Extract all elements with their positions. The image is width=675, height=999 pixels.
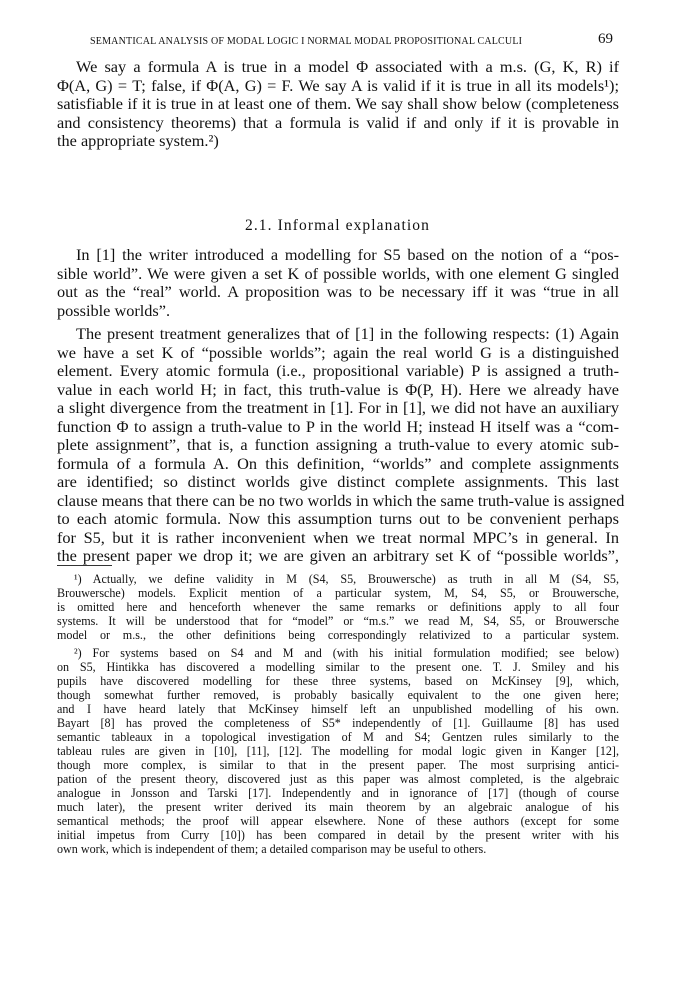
- paragraph-line: value in each world H; in fact, this truth-value is Φ(P, H). Here we already have: [57, 379, 619, 399]
- intro-line: Φ(A, G) = T; false, if Φ(A, G) = F. We say A is valid if it is true in all its models¹);: [57, 75, 619, 95]
- footnote-line: on S5, Hintikka has discovered a modelling similar to the present one. T. J. Smiley and his: [57, 660, 619, 674]
- paragraph-line: a slight divergence from the treatment in [1]. For in [1], we did not have an auxiliary: [57, 398, 619, 417]
- footnote-line: own work, which is independent of them; a detailed comparison may be useful to others.: [57, 842, 487, 856]
- intro-line: the appropriate system.²): [57, 131, 219, 150]
- footnote-line: is omitted here and henceforth whenever the same remarks or definitions apply to all four: [57, 600, 619, 614]
- footnote-line: much later), the present writer derived its main theorem by an algebraic analogue of his: [57, 800, 619, 814]
- footnote-line: ¹) Actually, we define validity in M (S4, S5, Brouwersche) as truth in all M (S4, S5,: [74, 572, 619, 586]
- paragraph-line: In [1] the writer introduced a modelling for S5 based on the notion of a “pos-: [76, 245, 619, 264]
- paragraph-line: for S5, but it is rather inconvenient when we treat normal MPC’s in general. In: [57, 527, 619, 547]
- paragraph-line: The present treatment generalizes that of [1] in the following respects: (1) Again: [76, 324, 619, 343]
- footnote-line: systems. It will be understood that for “model” or “m.s.” we read M, S4, S5, or Brouwersche: [57, 614, 619, 628]
- footnote-line: semantical methods; the proof will appear elsewhere. None of these authors (except for some: [57, 814, 619, 828]
- footnote-line: initial impetus from Curry [10]) has been compared in detail by the present writer with his: [57, 828, 619, 842]
- footnote-line: Bayart [8] has proved the completeness of S5* independently of [1]. Guillaume [8] has used: [57, 716, 619, 730]
- footnote-line: Brouwersche) models. Explicit mention of a particular system, M, S4, S5, or Brouwersche,: [57, 586, 619, 600]
- footnote-line: though somewhat further removed, is probably basically equivalent to the one given here;: [57, 688, 619, 702]
- intro-line: We say a formula A is true in a model Φ associated with a m.s. (G, K, R) if: [76, 57, 619, 76]
- footnote-line: ²) For systems based on S4 and M and (with his initial formulation modified; see below): [74, 646, 619, 660]
- footnote-line: analogue in Jonsson and Tarski [17]. Independently and in ignorance of [17] (though of course: [57, 786, 619, 800]
- paragraph-line: are identified; so distinct worlds give distinct complete assignments. This last: [57, 472, 619, 491]
- paragraph-line: we have a set K of “possible worlds”; again the real world G is a distinguished: [57, 342, 619, 362]
- footnote-rule: [57, 565, 112, 566]
- footnote-line: though more complex, is similar to that in the present paper. The most surprising antici-: [57, 758, 619, 772]
- footnote-line: model or m.s., the other definitions being correspondingly relativized to a particular system.: [57, 628, 619, 642]
- page-number: 69: [598, 31, 613, 47]
- paragraph-line: to each atomic formula. Now this assumption turns out to be convenient perhaps: [57, 509, 619, 528]
- paragraph-line: the present paper we drop it; we are given an arbitrary set K of “possible worlds”,: [57, 546, 619, 565]
- paragraph-line: sible world”. We were given a set K of possible worlds, with one element G singled: [57, 263, 619, 283]
- intro-line: and consistency theorems) that a formula is valid if and only if it is provable in: [57, 112, 619, 132]
- footnote-line: and I have heard lately that McKinsey himself left an unpublished modelling of his own.: [57, 702, 619, 716]
- running-title: SEMANTICAL ANALYSIS OF MODAL LOGIC I NORMAL MODAL PROPOSITIONAL CALCULI: [90, 36, 523, 47]
- footnote-line: pation of the present theory, discovered just as this paper was almost completed, is the algebraic: [57, 772, 619, 786]
- intro-line: satisfiable if it is true in at least one of them. We say shall show below (completeness: [57, 94, 619, 113]
- paragraph-line: possible worlds”.: [57, 300, 171, 320]
- footnote-line: tableau rules are given in [10], [11], [12]. The modelling for modal logic given in Kanger [12],: [57, 744, 619, 758]
- paragraph-line: plete assignment”, that is, a function assigning a truth-value to every atomic sub-: [57, 435, 619, 454]
- paragraph-line: out as the “real” world. A proposition was to be necessary iff it was “true in all: [57, 282, 619, 301]
- footnote-line: semantic tableaux in a topological investigation of M and S4; Gentzen rules similarly to the: [57, 730, 619, 744]
- section-heading: 2.1. Informal explanation: [244, 217, 431, 234]
- paragraph-line: formula of a formula A. On this definition, “worlds” and complete assignments: [57, 453, 619, 473]
- paragraph-line: element. Every atomic formula (i.e., propositional variable) P is assigned a truth-: [57, 361, 619, 380]
- paragraph-line: function Φ to assign a truth-value to P in the world H; instead H itself was a “com-: [57, 416, 619, 436]
- paragraph-line: clause means that there can be no two worlds in which the same truth-value is assigned: [57, 490, 625, 510]
- footnote-line: pupils have discovered modelling for these three systems, based on McKinsey [9], which,: [57, 674, 619, 688]
